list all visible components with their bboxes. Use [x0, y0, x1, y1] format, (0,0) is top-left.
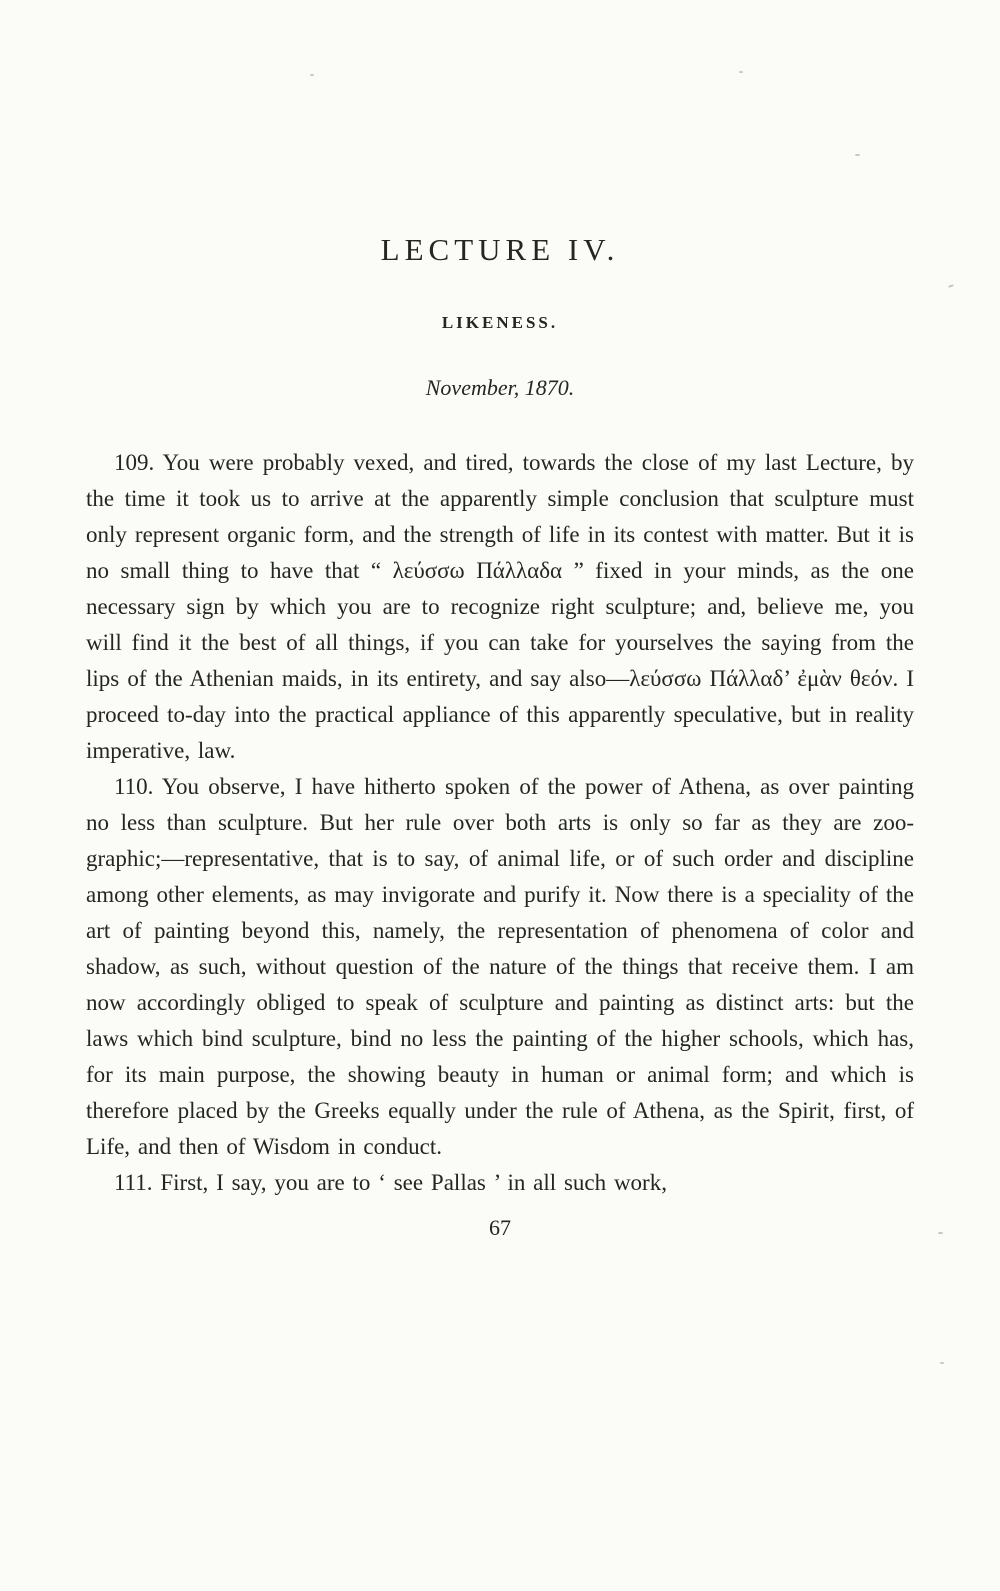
page-number: 67: [489, 1215, 511, 1240]
scan-speck: [940, 1362, 944, 1364]
paragraph-109: 109. You were probably vexed, and tired, towards the close of my last Lecture, by the time it took us to arrive at the apparently simple conclusion that sculpture must only represent organic form, and the strength of life in its contest with matter. But it is no small thing to have that “ λεύσσω Πάλλαδα ” fixed in your minds, as the one necessary sign by which you are to recognize right sculpture; and, believe me, you will find it the best of all things, if you can take for yourselves the saying from the lips of the Athenian maids, in its entirety, and say also—λεύσσω Πάλλαδ’ ἐμὰν θεόν. I proceed to-day into the practical appliance of this apparently speculative, but in reality imperative, law.: [86, 450, 914, 763]
scan-speck: [938, 1232, 943, 1234]
paragraph-111: 111. First, I say, you are to ‘ see Pallas ’ in all such work,: [114, 1170, 667, 1195]
scan-speck: [739, 71, 743, 73]
scan-speck: [310, 74, 314, 76]
scan-speck: [948, 284, 954, 288]
lecture-date: November, 1870.: [425, 375, 575, 400]
lecture-body: [86, 445, 914, 1201]
lecture-title: LECTURE IV.: [380, 232, 620, 267]
paragraph-110: 110. You observe, I have hitherto spoken of the power of Athena, as over painting no less than sculpture. But her rule over both arts is only so far as they are zoo-graphic;—representative, that is to say, of animal life, or of such order and discipline among other elements, as may invigorate and purify it. Now there is a speciality of the art of painting beyond this, namely, the representation of phenomena of color and shadow, as such, without question of the nature of the things that receive them. I am now accordingly obliged to speak of sculpture and painting as distinct arts: but the laws which bind sculpture, bind no less the painting of the higher schools, which has, for its main purpose, the showing beauty in human or animal form; and which is therefore placed by the Greeks equally under the rule of Athena, as the Spirit, first, of Life, and then of Wisdom in conduct.: [86, 774, 914, 1159]
lecture-subtitle: LIKENESS.: [441, 313, 559, 332]
scan-speck: [855, 154, 860, 156]
